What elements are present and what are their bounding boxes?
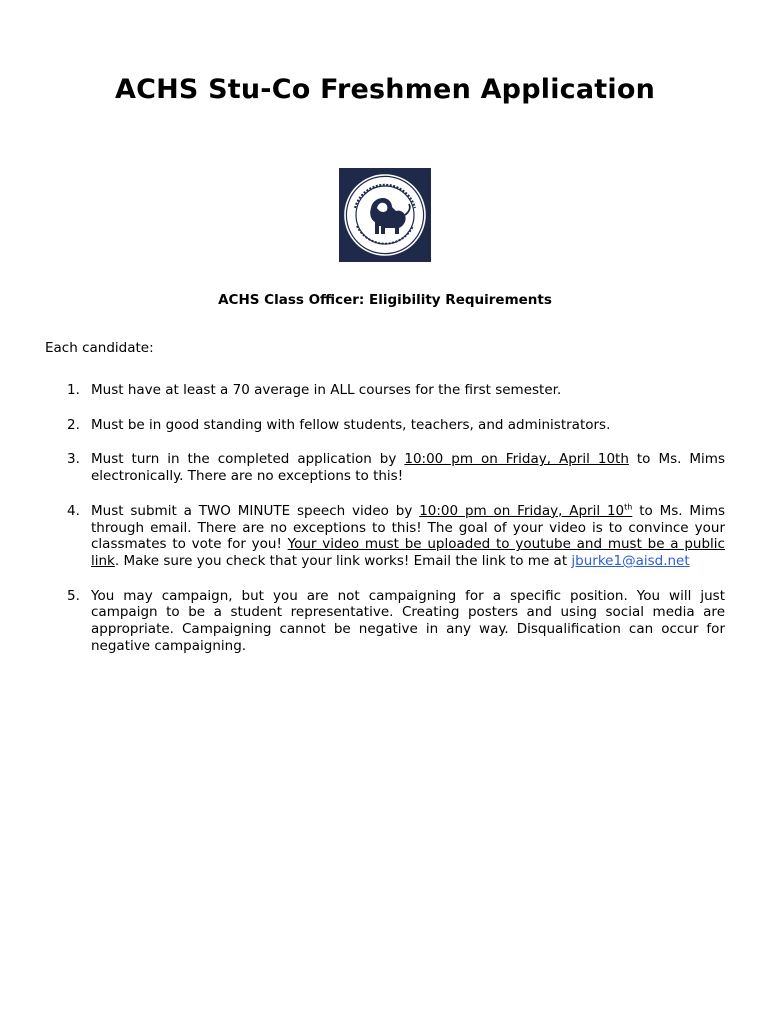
underlined-instruction: Your video must be uploaded to youtube and must be a public link (91, 536, 725, 569)
list-item (45, 382, 725, 399)
list-number: 5. (67, 587, 80, 604)
lion-crest-logo-icon (339, 168, 431, 262)
list-item (45, 417, 725, 434)
requirement-text: You may campaign, but you are not campaigning for a specific position. You will just campaign to be a student representative. Creating posters and using social media are appropriate. Campaigning cannot be negative in any way. Disqualification can occur for negative campaigning. (91, 587, 725, 654)
requirement-text: Must have at least a 70 average in ALL courses for the first semester. (91, 382, 562, 398)
requirement-text: to Ms. Mims electronically. There are no exceptions to this! (91, 451, 725, 485)
requirement-text: Must be in good standing with fellow students, teachers, and administrators. (91, 416, 611, 433)
list-number: 3. (67, 451, 80, 468)
section-heading: ACHS Class Officer: Eligibility Requirements (218, 292, 552, 308)
deadline-text: 10:00 pm on Friday, April 10th (404, 451, 629, 468)
intro-text: Each candidate: (45, 340, 154, 356)
requirement-text: Must submit a TWO MINUTE speech video by (91, 502, 420, 519)
list-item (45, 503, 725, 570)
requirement-text: Must turn in the completed application by (91, 451, 405, 468)
list-number: 2. (67, 416, 80, 433)
requirement-text: . Make sure you check that your link works! Email the link to me at (114, 552, 572, 569)
page-title: ACHS Stu-Co Freshmen Application (114, 74, 656, 105)
ordinal-suffix: th (624, 502, 633, 512)
list-item (45, 451, 725, 484)
requirement-text: to Ms. Mims through email. There are no exceptions to this! The goal of your video is to convince your classmates to vote for you! (91, 502, 726, 553)
email-link[interactable]: jburke1@aisd.net (571, 552, 690, 569)
deadline-text: 10:00 pm on Friday, April 10th (419, 502, 633, 519)
list-number: 4. (67, 502, 80, 519)
list-number: 1. (67, 382, 80, 398)
list-item (45, 588, 725, 655)
requirements-list (45, 382, 725, 672)
